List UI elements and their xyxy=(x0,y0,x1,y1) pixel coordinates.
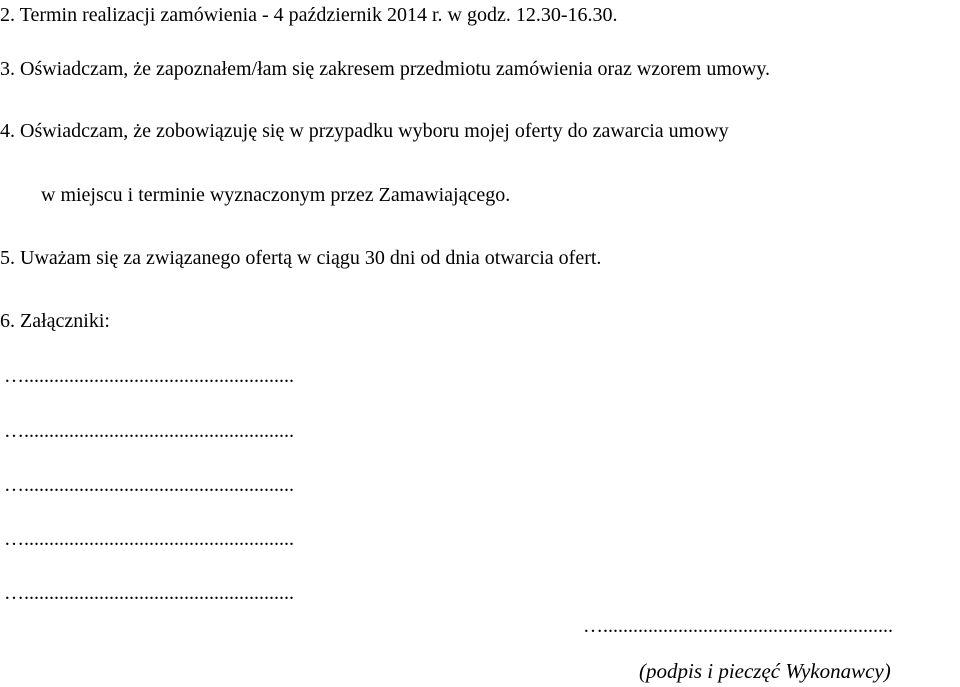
item-4-declaration-contract-line2: w miejscu i terminie wyznaczonym przez Zamawiającego. xyxy=(41,184,511,206)
attachment-line: …...................................................... xyxy=(4,365,294,387)
attachment-line: …...................................................... xyxy=(4,474,294,496)
attachment-line: …...................................................... xyxy=(4,582,294,604)
signature-line: ….......................................................... xyxy=(583,615,893,637)
attachment-line: …...................................................... xyxy=(4,420,294,442)
item-3-declaration-scope: 3. Oświadczam, że zapoznałem/łam się zakresem przedmiotu zamówienia oraz wzorem umowy. xyxy=(0,58,771,80)
item-6-attachments-heading: 6. Załączniki: xyxy=(0,310,110,332)
item-2-delivery-date: 2. Termin realizacji zamówienia - 4 październik 2014 r. w godz. 12.30-16.30. xyxy=(0,4,618,26)
signature-label: (podpis i pieczęć Wykonawcy) xyxy=(639,659,891,683)
item-5-offer-validity: 5. Uważam się za związanego ofertą w ciągu 30 dni od dnia otwarcia ofert. xyxy=(0,247,602,269)
item-4-declaration-contract-line1: 4. Oświadczam, że zobowiązuję się w przypadku wyboru mojej oferty do zawarcia umowy xyxy=(0,120,729,142)
attachment-line: …...................................................... xyxy=(4,528,294,550)
